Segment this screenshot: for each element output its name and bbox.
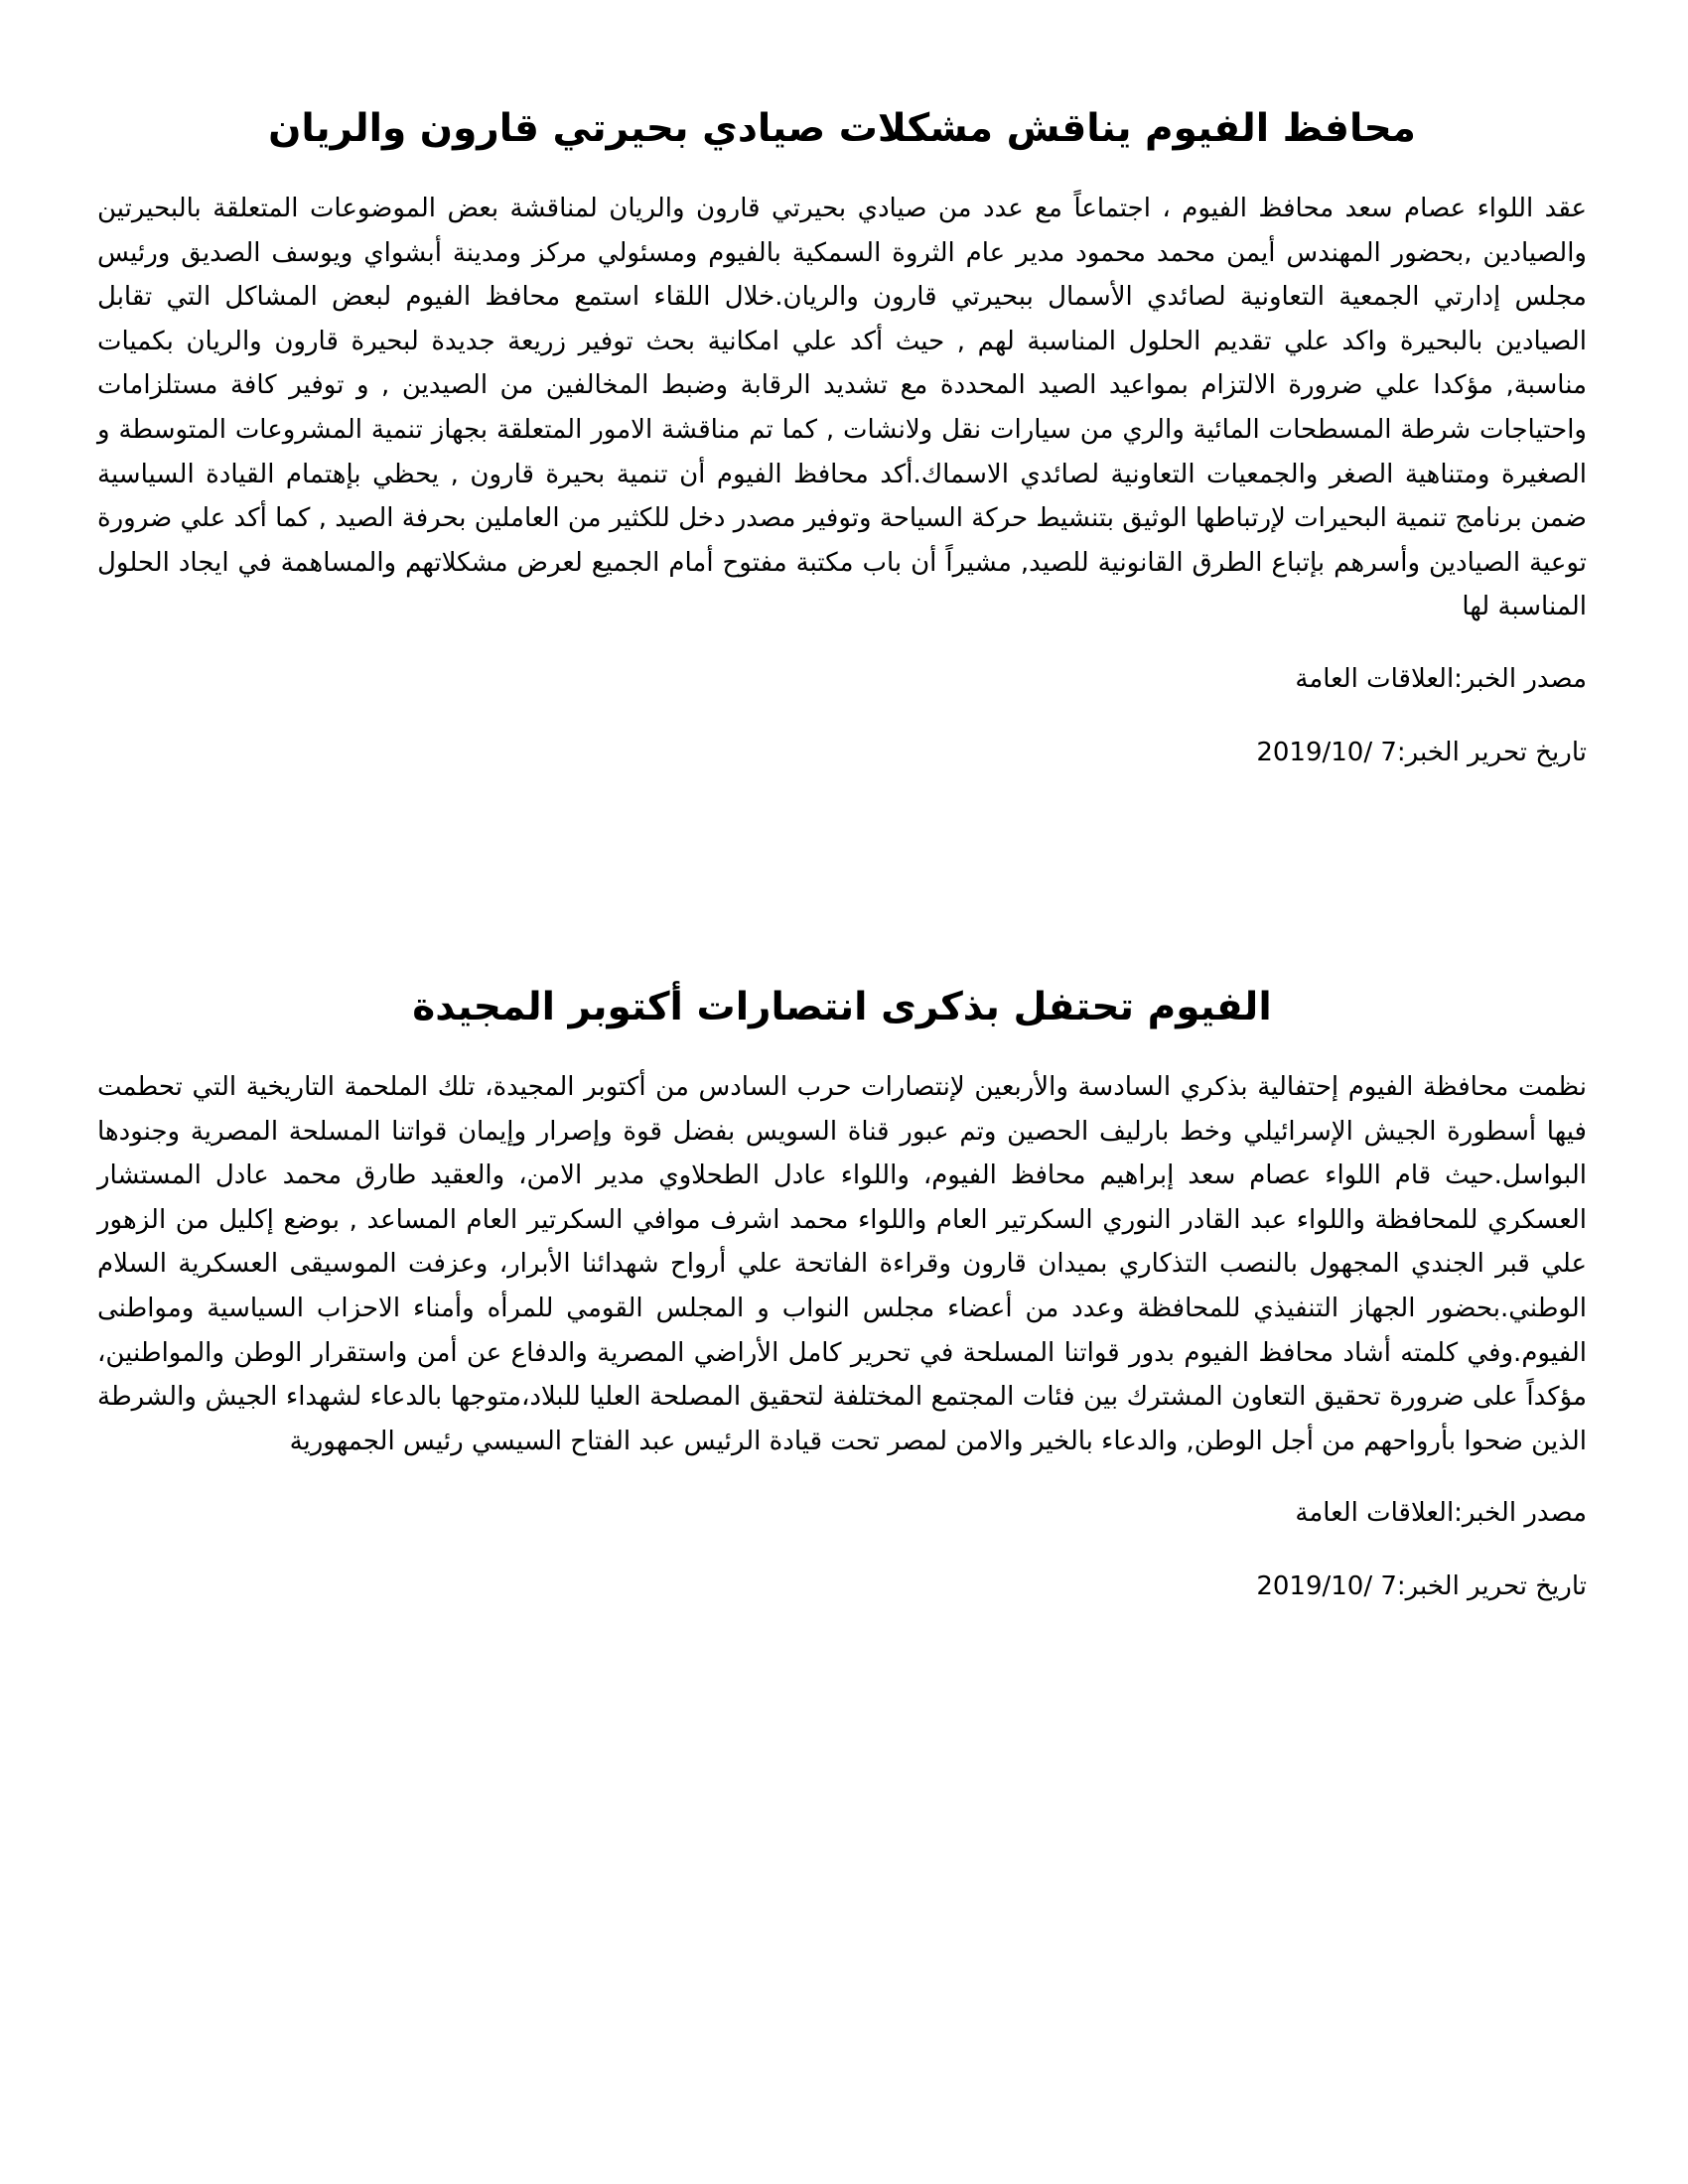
news-article	[97, 978, 1587, 1608]
news-article	[97, 99, 1587, 774]
article-date: تاريخ تحرير الخبر:7 /2019/10	[1256, 737, 1587, 767]
article-body: عقد اللواء عصام سعد محافظ الفيوم ، اجتماعاً مع عدد من صيادي بحيرتي قارون والريان لمناقشة بعض الموضوعات المتعلقة بالبحيرتين والصيادين ,بحضور المهندس أيمن محمد محمود مدير عام الثروة السمكية بالفيوم ومسئولي مركز ومدينة أبشواي ويوسف الصديق ورئيس مجلس إدارتي الجمعية التعاونية لصائدي الأسمال ببحيرتي قارون والريان.خلال اللقاء استمع محافظ الفيوم لبعض المشاكل التي تقابل الصيادين بالبحيرة واكد علي تقديم الحلول المناسبة لهم , حيث أكد علي امكانية بحث توفير زريعة جديدة لبحيرة قارون والريان بكميات مناسبة, مؤكدا علي ضرورة الالتزام بمواعيد الصيد المحددة مع تشديد الرقابة وضبط المخالفين من الصيدين , و توفير كافة مستلزامات واحتياجات شرطة المسطحات المائية والري من سيارات نقل ولانشات , كما تم مناقشة الامور المتعلقة بجهاز تنمية المشروعات المتوسطة و الصغيرة ومتناهية الصغر والجمعيات التعاونية لصائدي الاسماك.أكد محافظ الفيوم أن تنمية بحيرة قارون , يحظي بإهتمام القيادة السياسية ضمن برنامج تنمية البحيرات لإرتباطها الوثيق بتنشيط حركة السياحة وتوفير مصدر دخل للكثير من العاملين بحرفة الصيد , كما أكد علي ضرورة توعية الصيادين وأسرهم بإتباع الطرق القانونية للصيد, مشيراً أن باب مكتبة مفتوح أمام الجميع لعرض مشكلاتهم والمساهمة في ايجاد الحلول المناسبة لها	[97, 194, 1587, 622]
article-body: نظمت محافظة الفيوم إحتفالية بذكري السادسة والأربعين لإنتصارات حرب السادس من أكتوبر المجيدة، تلك الملحمة التاريخية التي تحطمت فيها أسطورة الجيش الإسرائيلي وخط بارليف الحصين وتم عبور قناة السويس بفضل قوة وإصرار وإيمان قواتنا المسلحة المصرية وجنودها البواسل.حيث قام اللواء عصام سعد إبراهيم محافظ الفيوم، واللواء عادل الطحلاوي مدير الامن، والعقيد طارق محمد عادل المستشار العسكري للمحافظة واللواء عبد القادر النوري السكرتير العام واللواء محمد اشرف موافي السكرتير العام المساعد , بوضع إكليل من الزهور علي قبر الجندي المجهول بالنصب التذكاري بميدان قارون وقراءة الفاتحة علي أرواح شهدائنا الأبرار، وعزفت الموسيقى العسكرية السلام الوطني.بحضور الجهاز التنفيذي للمحافظة وعدد من أعضاء مجلس النواب و المجلس القومي للمرأه وأمناء الاحزاب السياسية ومواطنى الفيوم.وفي كلمته أشاد محافظ الفيوم بدور قواتنا المسلحة في تحرير كامل الأراضي المصرية والدفاع عن أمن واستقرار الوطن والمواطنين، مؤكداً على ضرورة تحقيق التعاون المشترك بين فئات المجتمع المختلفة لتحقيق المصلحة العليا للبلاد،متوجها بالدعاء لشهداء الجيش والشرطة الذين ضحوا بأرواحهم من أجل الوطن, والدعاء بالخير والامن لمصر تحت قيادة الرئيس عبد الفتاح السيسي رئيس الجمهورية	[97, 1072, 1587, 1456]
article-headline: محافظ الفيوم يناقش مشكلات صيادي بحيرتي قارون والريان	[268, 106, 1416, 151]
article-source: مصدر الخبر:العلاقات العامة	[1295, 663, 1587, 694]
article-headline: الفيوم تحتفل بذكرى انتصارات أكتوبر المجيدة	[412, 985, 1272, 1029]
article-source: مصدر الخبر:العلاقات العامة	[1295, 1498, 1587, 1529]
article-date: تاريخ تحرير الخبر:7 /2019/10	[1256, 1571, 1587, 1602]
